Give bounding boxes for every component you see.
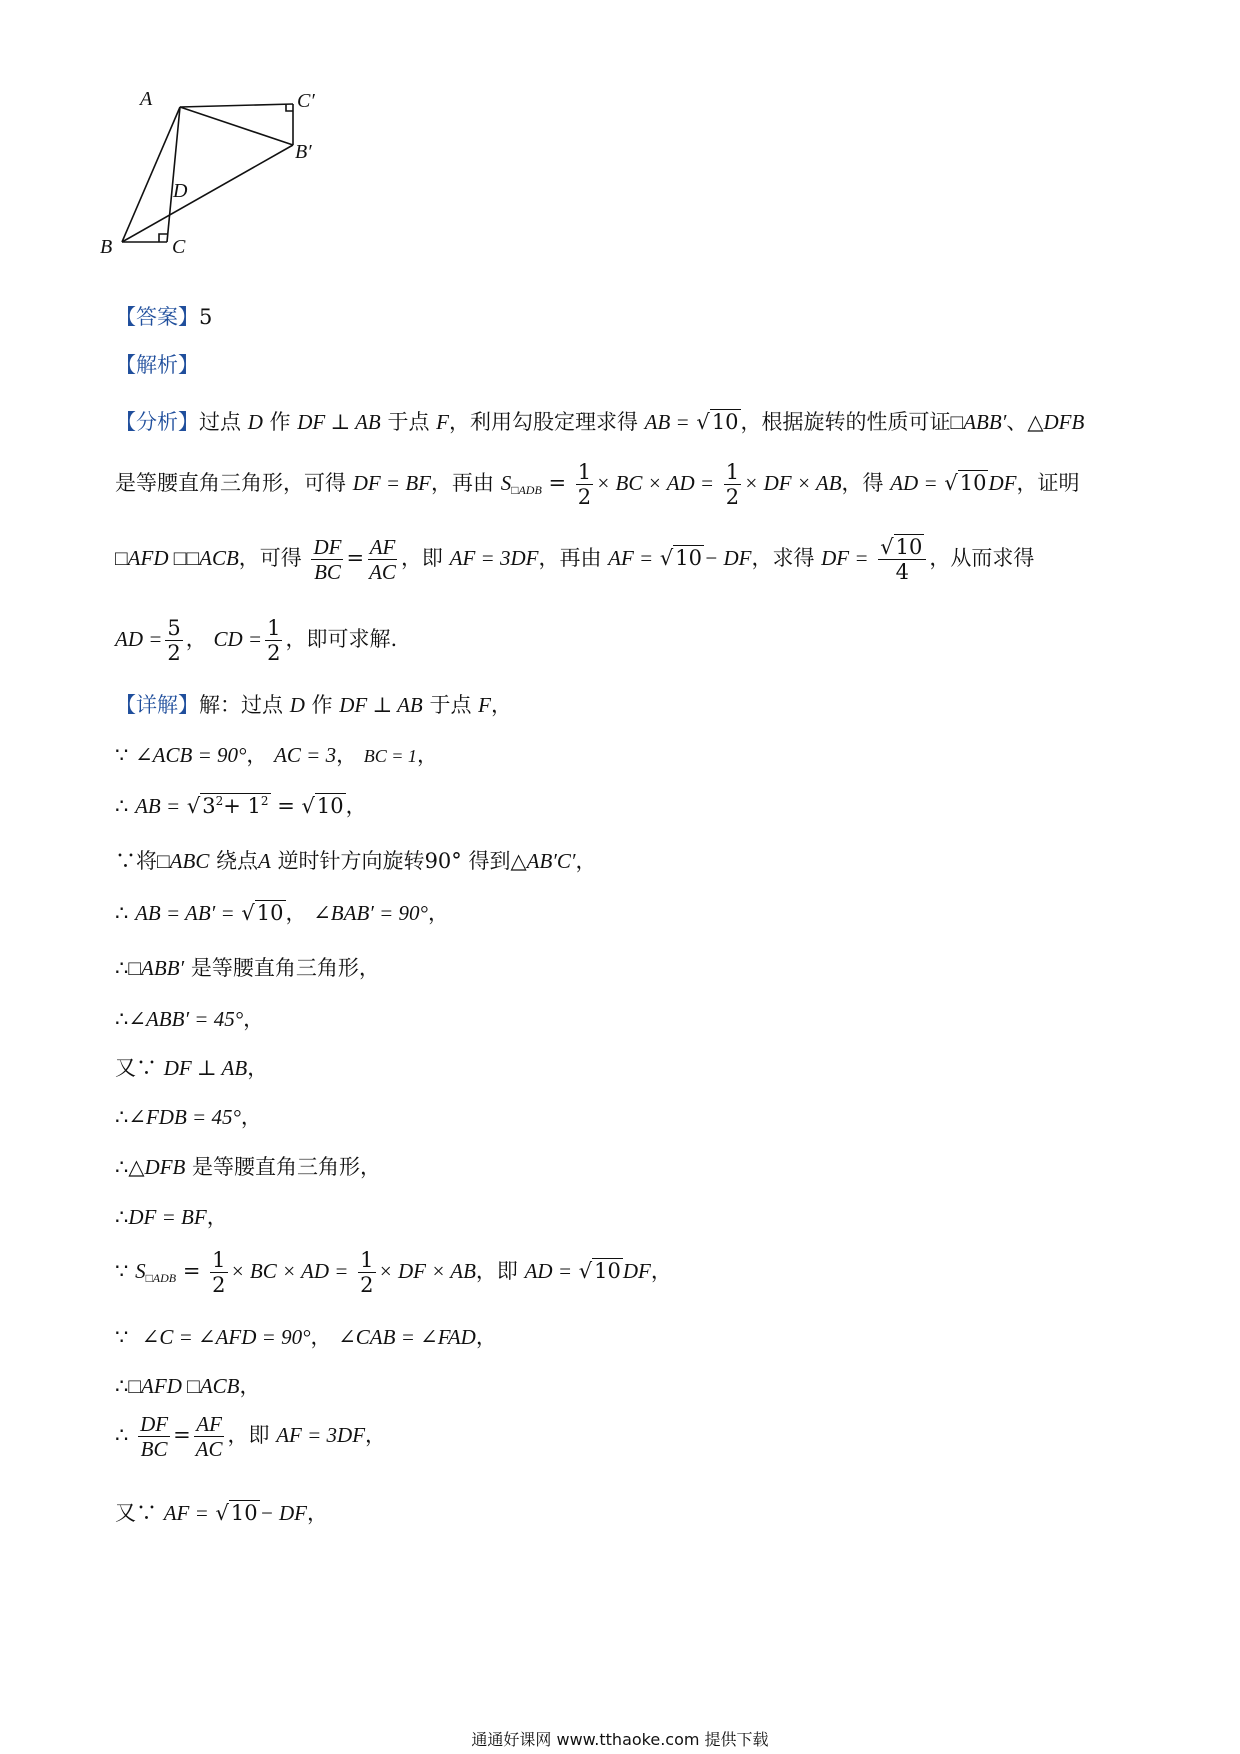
segment-ac-prime — [180, 104, 293, 107]
xiangjie-intro: 【详解】解：过点 D 作 DF ⊥ AB 于点 F， — [115, 693, 512, 717]
fenxi-line-4: AD = $\frac{5}{2}$ ， CD = $\frac{1}{2}$ ，即可求解. — [115, 616, 398, 666]
segment-ab — [122, 107, 180, 242]
segment-bb-prime — [122, 145, 293, 242]
fraction: $\frac{1}{2}$ — [267, 616, 281, 666]
page-footer: 通通好课网 www.tthaoke.com 提供下载 — [471, 1730, 769, 1749]
sqrt: √10 — [659, 546, 703, 571]
fenxi-line-2: 是等腰直角三角形，可得 DF = BF，再由 $S_{□ADB}$ = $\frac{1}{2}$ × BC × AD = $\frac{1}{2}$ × DF × AB，得 AD = √10DF，证明 — [115, 460, 1080, 510]
sqrt: √10 — [696, 410, 739, 434]
step-8: ∴∠FDB = 45°， — [115, 1105, 262, 1129]
step-6: ∴∠ABB′ = 45°， — [115, 1007, 265, 1031]
step-3: ∵将□ABC 绕点A 逆时针方向旋转90° 得到△AB′C′， — [115, 849, 597, 873]
step-4: ∴ AB = AB′ = √10， ∠BAB′ = 90°， — [115, 901, 449, 925]
sqrt: √10 — [578, 1259, 621, 1284]
step-5: ∴□ABB′ 是等腰直角三角形， — [115, 956, 380, 980]
label-c-prime: C′ — [297, 90, 315, 112]
step-9: ∴△DFB 是等腰直角三角形， — [115, 1155, 382, 1179]
fraction: $\frac{1}{2}$ — [577, 460, 592, 510]
analysis-header: 【解析】 — [115, 353, 199, 377]
step-14: ∴ $\frac{DF}{BC}$ = $\frac{AF}{AC}$ ，即 AF = 3DF， — [115, 1412, 387, 1462]
fraction: $\frac{DF}{BC}$ — [313, 535, 342, 585]
label-c: C — [172, 236, 186, 258]
segment-ab-prime — [180, 107, 293, 145]
fraction: $\frac{1}{2}$ — [360, 1248, 374, 1298]
step-12: ∵ ∠C = ∠AFD = 90°， ∠CAB = ∠FAD， — [115, 1325, 497, 1349]
geometry-figure — [100, 88, 370, 285]
fenxi-line-3: □AFD □□ACB，可得 $\frac{DF}{BC}$ = $\frac{AF}{AC}$ ，即 AF = 3DF，再由 AF = √10− DF，求得 DF = $\frac{√10}{4}$ ，从而求得 — [115, 535, 1035, 585]
segment-ac — [167, 107, 180, 242]
step-7: 又∵ DF ⊥ AB， — [115, 1056, 269, 1080]
step-15: 又∵ AF = √10− DF， — [115, 1501, 328, 1525]
sqrt: √10 — [944, 471, 987, 496]
step-2: ∴ AB = $√3^2+ 1^2 = √10$， — [115, 794, 367, 818]
step-13: ∴□AFD □ACB， — [115, 1374, 261, 1398]
step-11: ∵ $S_{□ADB}$ = $\frac{1}{2}$ × BC × AD = $\frac{1}{2}$ × DF × AB，即 AD = √10DF， — [115, 1248, 672, 1298]
step-1: ∵ ∠ACB = 90°， AC = 3， BC = 1， — [115, 743, 438, 767]
label-a: A — [140, 88, 153, 110]
answer-value: 5 — [199, 305, 213, 329]
sqrt: √10 — [301, 794, 344, 818]
sqrt: $√3^2+ 1^2$ — [186, 794, 269, 818]
fraction: $\frac{AF}{AC}$ — [195, 1412, 223, 1462]
answer-tag: 【答案】 — [115, 305, 199, 329]
fenxi-tag: 【分析】 — [115, 410, 199, 434]
sqrt: √10 — [241, 901, 284, 925]
right-angle-c-prime — [286, 104, 293, 111]
step-10: ∴DF = BF， — [115, 1205, 228, 1229]
answer-line — [115, 301, 212, 331]
fenxi-line-1: 【分析】过点 D 作 DF ⊥ AB 于点 F，利用勾股定理求得 AB = √10，根据旋转的性质可证□ABB′、△DFB — [115, 410, 1085, 434]
fraction: $\frac{√10}{4}$ — [878, 535, 926, 584]
xiangjie-tag: 【详解】 — [115, 693, 199, 717]
right-angle-c — [159, 234, 167, 242]
fraction: $\frac{AF}{AC}$ — [369, 535, 396, 585]
fraction: $\frac{1}{2}$ — [725, 460, 740, 510]
fraction: $\frac{1}{2}$ — [212, 1248, 226, 1298]
sqrt: √10 — [215, 1501, 258, 1525]
label-d: D — [173, 180, 188, 202]
label-b: B — [100, 236, 113, 258]
fraction: $\frac{5}{2}$ — [167, 616, 181, 666]
label-b-prime: B′ — [295, 141, 312, 163]
fraction: $\frac{DF}{BC}$ — [140, 1412, 169, 1462]
